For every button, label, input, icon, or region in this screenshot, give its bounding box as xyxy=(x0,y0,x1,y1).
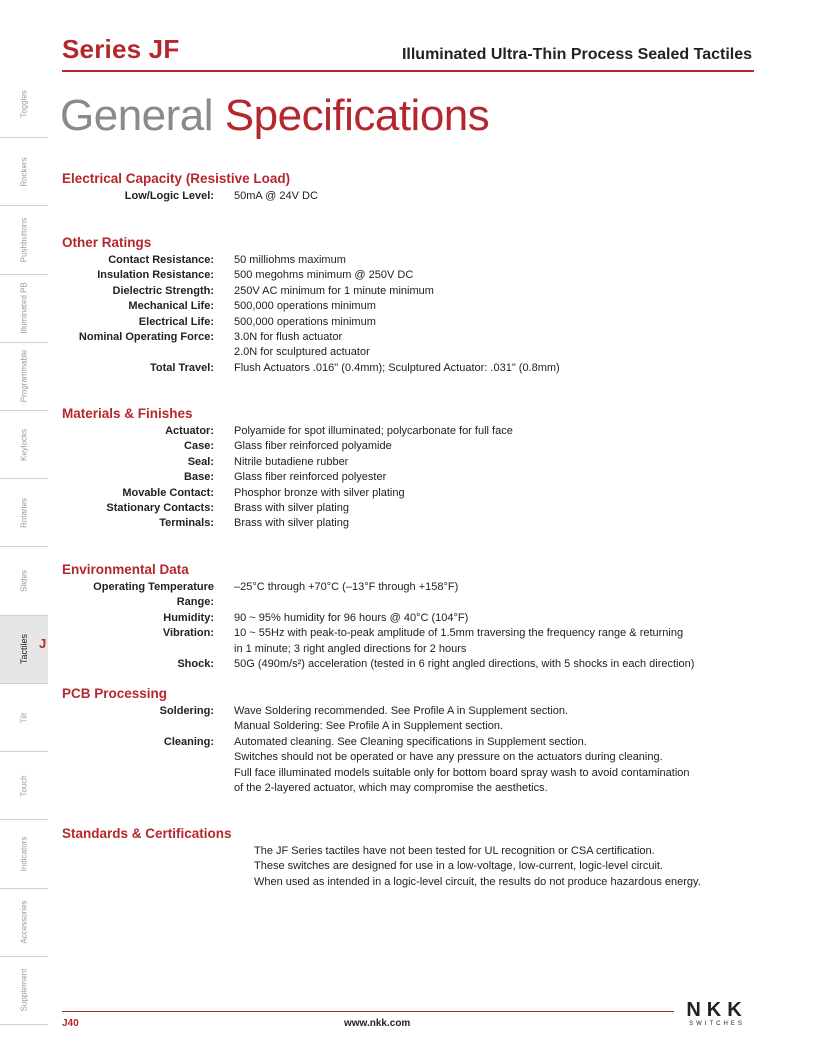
spec-label: Nominal Operating Force: xyxy=(78,331,214,344)
side-tab-label: Rockers xyxy=(19,157,29,187)
spec-label: Low/Logic Level: xyxy=(124,190,214,202)
spec-value-line: of the 2-layered actuator, which may compromise the aesthetics. xyxy=(234,782,548,795)
spec-value xyxy=(234,253,762,268)
category-side-tabs xyxy=(0,70,48,1025)
spec-value-line: 10 ~ 55Hz with peak-to-peak amplitude of 1.5mm traversing the frequency range & returning xyxy=(234,627,684,640)
standards-line: These switches are designed for use in a low-voltage, low-current, logic-level circuit. xyxy=(254,860,664,873)
standards-line: The JF Series tactiles have not been tested for UL recognition or CSA certification. xyxy=(254,845,655,857)
section-electrical xyxy=(62,170,762,204)
side-tab-label: Tactiles xyxy=(19,634,29,665)
section-standards xyxy=(62,825,762,890)
spec-label: Dielectric Strength: xyxy=(112,284,214,297)
section-pcb-processing xyxy=(62,685,762,796)
spec-value xyxy=(234,439,762,454)
spec-label: Humidity: xyxy=(163,611,214,624)
spec-value-line: Glass fiber reinforced polyester xyxy=(234,471,387,484)
side-tab-label: Programmable xyxy=(19,350,29,403)
side-tab-accessories[interactable] xyxy=(0,889,48,957)
side-tab-label: Slides xyxy=(19,570,29,592)
spec-value xyxy=(234,330,762,361)
spec-value-line: Manual Soldering: See Profile A in Supplement section. xyxy=(234,720,504,733)
page-number: J40 xyxy=(62,1018,79,1029)
spec-row xyxy=(62,361,762,376)
side-tab-label: Rotaries xyxy=(19,497,29,528)
spec-label: Actuator: xyxy=(165,425,214,437)
spec-label: Case: xyxy=(184,440,214,453)
spec-label: Operating Temperature Range: xyxy=(93,581,214,609)
side-tab-toggles[interactable] xyxy=(0,70,48,138)
spec-value-line: in 1 minute; 3 right angled directions for 2 hours xyxy=(234,642,467,655)
spec-label: Base: xyxy=(184,471,214,484)
side-tab-label: Supplement xyxy=(19,969,29,1012)
spec-label: Vibration: xyxy=(162,627,214,640)
spec-label: Cleaning: xyxy=(163,735,214,748)
section-materials xyxy=(62,405,762,532)
spec-value-line: Glass fiber reinforced polyamide xyxy=(234,440,392,453)
section-title: Environmental Data xyxy=(62,562,189,577)
spec-label: Shock: xyxy=(177,658,214,671)
spec-value-line: Brass with silver plating xyxy=(234,517,349,530)
spec-row xyxy=(62,424,762,439)
spec-value-line: 2.0N for sculptured actuator xyxy=(234,346,370,359)
spec-value xyxy=(234,657,762,672)
spec-value-line: 50mA @ 24V DC xyxy=(234,190,318,202)
section-other-ratings xyxy=(62,234,762,376)
nkk-logo xyxy=(678,1000,756,1030)
spec-row xyxy=(62,284,762,299)
side-tab-touch[interactable] xyxy=(0,752,48,820)
spec-label: Mechanical Life: xyxy=(128,300,214,313)
side-tab-label: Accessories xyxy=(19,900,29,944)
spec-value-line: 500 megohms minimum @ 250V DC xyxy=(234,269,414,282)
spec-value-line: 50 milliohms maximum xyxy=(234,254,346,266)
spec-value-line: 500,000 operations minimum xyxy=(234,300,376,313)
header-divider xyxy=(62,70,754,72)
side-tab-rotaries[interactable] xyxy=(0,479,48,547)
page-heading xyxy=(60,91,490,140)
spec-value xyxy=(234,455,762,470)
side-tab-label: Keylocks xyxy=(19,428,29,461)
spec-value xyxy=(234,470,762,485)
spec-row xyxy=(62,580,762,611)
section-title: Electrical Capacity (Resistive Load) xyxy=(62,171,291,186)
side-tab-programmable[interactable] xyxy=(0,343,48,411)
section-title: Standards & Certifications xyxy=(62,826,232,841)
spec-value xyxy=(234,299,762,314)
spec-label: Soldering: xyxy=(159,705,214,717)
spec-value xyxy=(234,611,762,626)
spec-value xyxy=(234,626,762,657)
side-tab-supplement[interactable] xyxy=(0,957,48,1025)
spec-value-line: 90 ~ 95% humidity for 96 hours @ 40°C (104°F) xyxy=(234,611,469,624)
spec-row xyxy=(62,253,762,268)
spec-row xyxy=(62,299,762,314)
active-section-letter: J xyxy=(39,636,47,651)
side-tab-slides[interactable] xyxy=(0,548,48,616)
section-title: PCB Processing xyxy=(62,686,168,701)
spec-row xyxy=(62,268,762,283)
spec-value-line: Automated cleaning. See Cleaning specifications in Supplement section. xyxy=(234,735,587,748)
side-tab-indicators[interactable] xyxy=(0,820,48,888)
spec-value-line: Brass with silver plating xyxy=(234,502,349,515)
page-heading-word2: Specifications xyxy=(224,91,490,140)
spec-row xyxy=(62,439,762,454)
spec-label: Electrical Life: xyxy=(138,315,214,328)
spec-label: Insulation Resistance: xyxy=(97,269,214,282)
spec-row xyxy=(62,470,762,485)
spec-label: Seal: xyxy=(187,455,214,468)
side-tab-illuminated-pb[interactable] xyxy=(0,275,48,343)
spec-label: Contact Resistance: xyxy=(108,254,214,266)
website-url[interactable]: www.nkk.com xyxy=(344,1018,411,1029)
spec-row xyxy=(62,189,762,204)
page-heading-word1: General xyxy=(60,91,214,140)
footer-divider xyxy=(62,1011,674,1012)
standards-text xyxy=(62,844,762,890)
spec-value-line: Switches should not be operated or have any pressure on the actuators during cleaning. xyxy=(234,751,663,764)
spec-value xyxy=(234,189,762,204)
spec-label: Total Travel: xyxy=(150,361,214,374)
spec-value-line: Phosphor bronze with silver plating xyxy=(234,486,405,499)
spec-label: Terminals: xyxy=(159,517,214,530)
spec-row xyxy=(62,704,762,735)
spec-label: Stationary Contacts: xyxy=(106,502,214,515)
spec-value-line: Flush Actuators .016" (0.4mm); Sculptured Actuator: .031" (0.8mm) xyxy=(234,361,560,374)
spec-value-line: –25°C through +70°C (–13°F through +158°F) xyxy=(234,581,459,593)
spec-value xyxy=(234,501,762,516)
spec-value xyxy=(234,735,762,797)
spec-value-line: 500,000 operations minimum xyxy=(234,315,376,328)
spec-value xyxy=(234,516,762,531)
side-tab-label: Tilt xyxy=(19,712,29,723)
spec-value-line: 3.0N for flush actuator xyxy=(234,331,343,344)
spec-row xyxy=(62,657,762,672)
spec-row xyxy=(62,501,762,516)
section-environmental xyxy=(62,561,762,672)
spec-row xyxy=(62,315,762,330)
side-tab-pushbuttons[interactable] xyxy=(0,206,48,274)
spec-row xyxy=(62,516,762,531)
side-tab-keylocks[interactable] xyxy=(0,411,48,479)
side-tab-label: Touch xyxy=(19,775,29,797)
spec-label: Movable Contact: xyxy=(122,486,214,499)
spec-value xyxy=(234,361,762,376)
spec-value-line: Nitrile butadiene rubber xyxy=(234,455,349,468)
standards-line: When used as intended in a logic-level circuit, the results do not produce hazardous energy. xyxy=(254,875,701,888)
section-title: Other Ratings xyxy=(62,235,152,250)
spec-value-line: Wave Soldering recommended. See Profile A in Supplement section. xyxy=(234,705,569,717)
spec-value xyxy=(234,424,762,439)
side-tab-rockers[interactable] xyxy=(0,138,48,206)
spec-row xyxy=(62,455,762,470)
spec-row xyxy=(62,330,762,361)
logo-subtitle: SWITCHES xyxy=(689,1021,745,1027)
spec-value xyxy=(234,704,762,735)
spec-value xyxy=(234,268,762,283)
section-title: Materials & Finishes xyxy=(62,406,193,421)
side-tab-label: Pushbuttons xyxy=(19,217,29,263)
spec-value xyxy=(234,315,762,330)
side-tab-label: Toggles xyxy=(19,89,29,118)
side-tab-label: Illuminated PB xyxy=(19,282,29,335)
spec-row xyxy=(62,611,762,626)
spec-row xyxy=(62,626,762,657)
logo-word: NKK xyxy=(686,999,748,1021)
spec-row xyxy=(62,735,762,797)
series-title: Series JF xyxy=(62,34,180,64)
spec-value-line: 250V AC minimum for 1 minute minimum xyxy=(234,284,434,297)
spec-value-line: Polyamide for spot illuminated; polycarbonate for full face xyxy=(234,425,513,437)
spec-value xyxy=(234,486,762,501)
spec-value-line: 50G (490m/s²) acceleration (tested in 6 right angled directions, with 5 shocks in each direction) xyxy=(234,658,695,671)
spec-value xyxy=(234,284,762,299)
document-title: Illuminated Ultra-Thin Process Sealed Tactiles xyxy=(401,46,752,63)
spec-value-line: Full face illuminated models suitable only for bottom board spray wash to avoid contamination xyxy=(234,766,690,779)
side-tab-label: Indicators xyxy=(19,836,29,872)
spec-value xyxy=(234,580,762,611)
spec-row xyxy=(62,486,762,501)
side-tab-tilt[interactable] xyxy=(0,684,48,752)
